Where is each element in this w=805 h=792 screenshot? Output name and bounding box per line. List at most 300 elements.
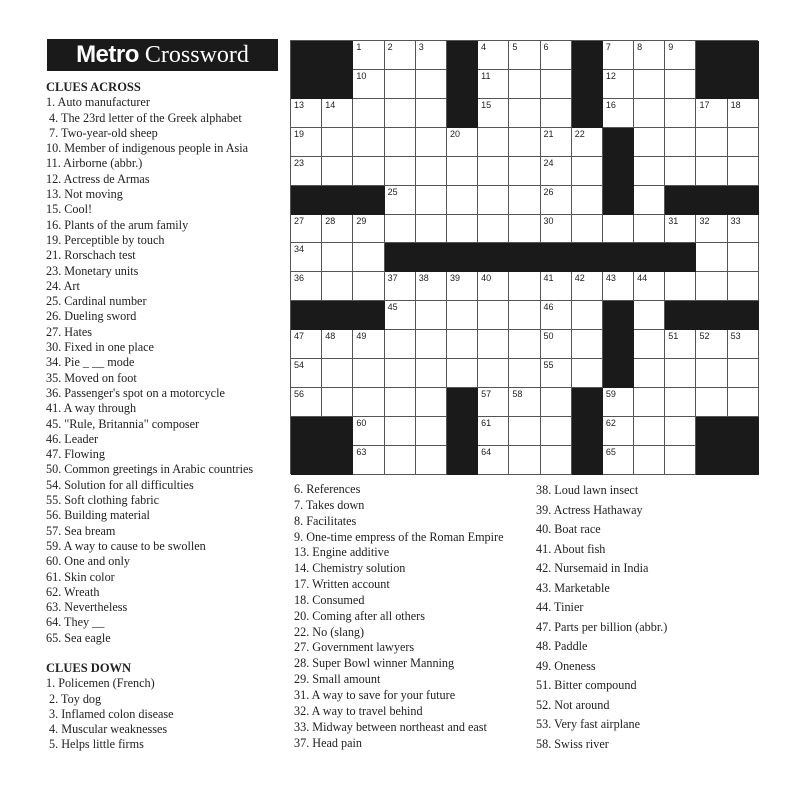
grid-cell[interactable] xyxy=(322,243,353,272)
grid-cell[interactable] xyxy=(665,359,696,388)
grid-cell[interactable] xyxy=(634,215,665,244)
grid-cell[interactable] xyxy=(478,215,509,244)
down-clue-4: 42. Nursemaid in India xyxy=(536,561,649,575)
grid-cell[interactable] xyxy=(634,359,665,388)
across-clue-19: 36. Passenger's spot on a motorcycle xyxy=(46,385,225,400)
black-square xyxy=(728,186,759,215)
grid-cell[interactable] xyxy=(385,186,416,215)
grid-cell[interactable] xyxy=(385,99,416,128)
down-clue-list-part-1 xyxy=(46,676,286,752)
cell-number: 32 xyxy=(699,215,710,226)
across-clue-30: 60. One and only xyxy=(46,554,130,569)
grid-cell[interactable] xyxy=(416,157,447,186)
grid-cell[interactable] xyxy=(728,388,759,417)
black-square xyxy=(322,301,353,330)
down-clue-15: 33. Midway between northeast and east xyxy=(294,719,487,734)
grid-cell[interactable] xyxy=(728,99,759,128)
black-square xyxy=(322,186,353,215)
black-square xyxy=(416,243,447,272)
down-heading: CLUES DOWN xyxy=(46,660,132,675)
grid-cell[interactable] xyxy=(541,70,572,99)
cell-number: 22 xyxy=(574,128,585,139)
across-clue-list xyxy=(46,95,286,646)
grid-cell[interactable] xyxy=(603,41,634,70)
black-square xyxy=(728,41,759,70)
cell-number: 25 xyxy=(387,186,398,197)
grid-cell[interactable] xyxy=(665,446,696,475)
grid-cell[interactable] xyxy=(322,157,353,186)
down-clue-2: 40. Boat race xyxy=(536,522,601,536)
down-clue-12: 29. Small amount xyxy=(294,672,381,687)
grid-cell[interactable] xyxy=(696,215,727,244)
grid-cell[interactable] xyxy=(572,215,603,244)
grid-cell[interactable] xyxy=(541,417,572,446)
grid-cell[interactable] xyxy=(634,186,665,215)
grid-cell[interactable] xyxy=(447,330,478,359)
across-clue-31: 61. Skin color xyxy=(46,569,115,584)
grid-cell[interactable] xyxy=(322,215,353,244)
black-square xyxy=(572,388,603,417)
down-clue-1: 39. Actress Hathaway xyxy=(536,502,643,517)
grid-cell[interactable] xyxy=(478,99,509,128)
grid-cell[interactable] xyxy=(447,186,478,215)
down-clue-13: 31. A way to save for your future xyxy=(294,687,456,702)
grid-cell[interactable] xyxy=(665,41,696,70)
grid-cell[interactable] xyxy=(603,417,634,446)
grid-cell[interactable] xyxy=(447,215,478,244)
grid-cell[interactable] xyxy=(478,70,509,99)
cell-number: 8 xyxy=(637,42,643,52)
down-clue-13: 58. Swiss river xyxy=(536,736,609,751)
black-square xyxy=(665,301,696,330)
grid-cell[interactable] xyxy=(603,272,634,301)
black-square xyxy=(291,301,322,330)
grid-cell[interactable] xyxy=(322,128,353,157)
cell-number: 9 xyxy=(668,42,674,52)
grid-cell[interactable] xyxy=(509,446,540,475)
cell-number: 20 xyxy=(449,128,460,139)
grid-cell[interactable] xyxy=(665,128,696,157)
grid-cell[interactable] xyxy=(291,359,322,388)
black-square xyxy=(728,301,759,330)
grid-cell[interactable] xyxy=(665,388,696,417)
grid-cell[interactable] xyxy=(416,186,447,215)
black-square xyxy=(603,330,634,359)
black-square xyxy=(696,301,727,330)
down-clue-list-part-3 xyxy=(536,481,766,754)
cell-number: 28 xyxy=(325,215,336,226)
black-square xyxy=(696,446,727,475)
grid-cell[interactable] xyxy=(634,99,665,128)
grid-cell[interactable] xyxy=(541,388,572,417)
grid-cell[interactable] xyxy=(322,359,353,388)
cell-number: 50 xyxy=(543,331,554,342)
grid-cell[interactable] xyxy=(603,215,634,244)
across-clue-28: 57. Sea bream xyxy=(46,523,116,538)
cell-number: 40 xyxy=(481,273,492,284)
grid-cell[interactable] xyxy=(416,70,447,99)
grid-cell[interactable] xyxy=(634,272,665,301)
cell-number: 27 xyxy=(294,215,305,226)
grid-cell[interactable] xyxy=(541,359,572,388)
black-square xyxy=(353,186,384,215)
across-clue-18: 35. Moved on foot xyxy=(46,370,137,385)
cell-number: 3 xyxy=(418,42,424,52)
clues-column-left xyxy=(46,80,286,753)
black-square xyxy=(696,417,727,446)
cell-number: 46 xyxy=(543,302,554,313)
across-clue-16: 30. Fixed in one place xyxy=(46,340,154,355)
grid-cell[interactable] xyxy=(447,301,478,330)
grid-cell[interactable] xyxy=(478,157,509,186)
grid-cell[interactable] xyxy=(291,388,322,417)
grid-cell[interactable] xyxy=(478,359,509,388)
across-clue-34: 64. They __ xyxy=(46,615,105,630)
grid-cell[interactable] xyxy=(634,446,665,475)
grid-cell[interactable] xyxy=(665,70,696,99)
down-clue-7: 18. Consumed xyxy=(294,592,365,607)
grid-cell[interactable] xyxy=(603,388,634,417)
grid-cell[interactable] xyxy=(541,99,572,128)
across-heading: CLUES ACROSS xyxy=(46,80,141,94)
grid-cell[interactable] xyxy=(603,446,634,475)
grid-cell[interactable] xyxy=(665,99,696,128)
grid-cell[interactable] xyxy=(416,99,447,128)
grid-cell[interactable] xyxy=(634,41,665,70)
grid-cell[interactable] xyxy=(696,388,727,417)
cell-number: 41 xyxy=(543,273,554,284)
title-crossword: Crossword xyxy=(144,41,249,68)
grid-cell[interactable] xyxy=(353,330,384,359)
grid-cell[interactable] xyxy=(385,70,416,99)
down-clue-10: 51. Bitter compound xyxy=(536,678,637,692)
grid-cell[interactable] xyxy=(385,272,416,301)
grid-cell[interactable] xyxy=(696,272,727,301)
down-clue-3: 9. One-time empress of the Roman Empire xyxy=(294,529,504,544)
grid-cell[interactable] xyxy=(353,70,384,99)
cell-number: 16 xyxy=(605,99,616,110)
black-square xyxy=(572,243,603,272)
cell-number: 10 xyxy=(356,70,367,81)
grid-cell[interactable] xyxy=(353,243,384,272)
cell-number: 5 xyxy=(512,42,518,52)
cell-number: 13 xyxy=(294,99,305,110)
cell-number: 49 xyxy=(356,331,367,342)
grid-cell[interactable] xyxy=(447,128,478,157)
cell-number: 61 xyxy=(481,417,492,428)
grid-cell[interactable] xyxy=(696,243,727,272)
down-clue-list-part-2 xyxy=(294,482,534,751)
black-square xyxy=(572,99,603,128)
grid-cell[interactable] xyxy=(416,272,447,301)
black-square xyxy=(634,243,665,272)
grid-cell[interactable] xyxy=(291,330,322,359)
black-square xyxy=(728,446,759,475)
grid-cell[interactable] xyxy=(572,128,603,157)
across-clue-12: 24. Art xyxy=(46,278,80,293)
grid-cell[interactable] xyxy=(416,41,447,70)
down-clue-1: 2. Toy dog xyxy=(46,691,102,706)
grid-cell[interactable] xyxy=(291,99,322,128)
black-square xyxy=(603,359,634,388)
grid-cell[interactable] xyxy=(322,272,353,301)
black-square xyxy=(572,70,603,99)
grid-cell[interactable] xyxy=(728,128,759,157)
down-clue-2: 8. Facilitates xyxy=(294,513,357,528)
black-square xyxy=(447,70,478,99)
grid-cell[interactable] xyxy=(541,186,572,215)
grid-cell[interactable] xyxy=(634,301,665,330)
grid-cell[interactable] xyxy=(416,446,447,475)
grid-cell[interactable] xyxy=(665,215,696,244)
grid-cell[interactable] xyxy=(728,157,759,186)
cell-number: 60 xyxy=(356,417,367,428)
grid-cell[interactable] xyxy=(696,157,727,186)
cell-number: 44 xyxy=(637,273,648,284)
cell-number: 54 xyxy=(294,360,305,371)
across-clue-8: 16. Plants of the arum family xyxy=(46,217,189,232)
across-clue-2: 7. Two-year-old sheep xyxy=(46,125,158,140)
grid-cell[interactable] xyxy=(353,388,384,417)
down-clue-5: 43. Marketable xyxy=(536,580,610,595)
grid-cell[interactable] xyxy=(541,446,572,475)
grid-cell[interactable] xyxy=(385,128,416,157)
grid-cell[interactable] xyxy=(322,330,353,359)
grid-cell[interactable] xyxy=(572,359,603,388)
across-clue-23: 47. Flowing xyxy=(46,447,105,462)
down-clue-6: 44. Tinier xyxy=(536,600,584,614)
grid-cell[interactable] xyxy=(509,215,540,244)
grid-cell[interactable] xyxy=(447,157,478,186)
cell-number: 37 xyxy=(387,273,398,284)
grid-cell[interactable] xyxy=(696,99,727,128)
grid-cell[interactable] xyxy=(478,272,509,301)
grid-cell[interactable] xyxy=(728,215,759,244)
grid-cell[interactable] xyxy=(634,330,665,359)
grid-cell[interactable] xyxy=(696,330,727,359)
grid-cell[interactable] xyxy=(728,359,759,388)
grid-cell[interactable] xyxy=(353,446,384,475)
grid-cell[interactable] xyxy=(572,186,603,215)
grid-cell[interactable] xyxy=(509,388,540,417)
cell-number: 58 xyxy=(512,389,523,400)
cell-number: 7 xyxy=(605,42,611,52)
cell-number: 15 xyxy=(481,99,492,110)
grid-cell[interactable] xyxy=(291,157,322,186)
down-clue-10: 27. Government lawyers xyxy=(294,640,415,655)
cell-number: 11 xyxy=(481,70,491,81)
grid-cell[interactable] xyxy=(509,157,540,186)
black-square xyxy=(665,243,696,272)
grid-cell[interactable] xyxy=(322,388,353,417)
down-clue-6: 17. Written account xyxy=(294,577,390,592)
down-clue-3: 41. About fish xyxy=(536,541,606,556)
grid-cell[interactable] xyxy=(728,330,759,359)
grid-cell[interactable] xyxy=(728,243,759,272)
grid-cell[interactable] xyxy=(353,41,384,70)
grid-cell[interactable] xyxy=(603,70,634,99)
grid-cell[interactable] xyxy=(322,99,353,128)
down-clues-column-middle xyxy=(294,482,534,751)
cell-number: 29 xyxy=(356,215,367,226)
grid-cell[interactable] xyxy=(416,359,447,388)
grid-cell[interactable] xyxy=(385,301,416,330)
cell-number: 63 xyxy=(356,446,367,457)
cell-number: 19 xyxy=(294,128,305,139)
grid-cell[interactable] xyxy=(572,272,603,301)
black-square xyxy=(291,446,322,475)
black-square xyxy=(572,41,603,70)
grid-cell[interactable] xyxy=(291,243,322,272)
grid-cell[interactable] xyxy=(509,70,540,99)
grid-cell[interactable] xyxy=(634,70,665,99)
across-clue-20: 41. A way through xyxy=(46,401,137,416)
black-square xyxy=(291,186,322,215)
cell-number: 52 xyxy=(699,331,710,342)
grid-cell[interactable] xyxy=(416,301,447,330)
grid-cell[interactable] xyxy=(509,99,540,128)
grid-cell[interactable] xyxy=(385,330,416,359)
grid-cell[interactable] xyxy=(634,128,665,157)
grid-cell[interactable] xyxy=(478,388,509,417)
across-clue-13: 25. Cardinal number xyxy=(46,294,147,309)
cell-number: 47 xyxy=(294,331,305,342)
down-clue-4: 13. Engine additive xyxy=(294,545,390,560)
grid-cell[interactable] xyxy=(416,388,447,417)
black-square xyxy=(447,243,478,272)
grid-cell[interactable] xyxy=(509,128,540,157)
grid-cell[interactable] xyxy=(478,128,509,157)
grid-cell[interactable] xyxy=(416,417,447,446)
grid-cell[interactable] xyxy=(541,301,572,330)
cell-number: 1 xyxy=(356,42,362,52)
black-square xyxy=(353,301,384,330)
grid-cell[interactable] xyxy=(728,272,759,301)
grid-cell[interactable] xyxy=(416,128,447,157)
across-clue-10: 21. Rorschach test xyxy=(46,248,136,263)
grid-cell[interactable] xyxy=(353,417,384,446)
cell-number: 33 xyxy=(730,215,741,226)
grid-cell[interactable] xyxy=(665,330,696,359)
grid-cell[interactable] xyxy=(291,128,322,157)
cell-number: 18 xyxy=(730,99,741,110)
black-square xyxy=(603,186,634,215)
grid-cell[interactable] xyxy=(696,359,727,388)
cell-number: 14 xyxy=(325,99,336,110)
grid-cell[interactable] xyxy=(385,388,416,417)
black-square xyxy=(291,417,322,446)
grid-cell[interactable] xyxy=(541,128,572,157)
grid-cell[interactable] xyxy=(665,272,696,301)
grid-cell[interactable] xyxy=(509,359,540,388)
across-clue-33: 63. Nevertheless xyxy=(46,600,128,615)
across-clue-4: 11. Airborne (abbr.) xyxy=(46,156,143,171)
across-clue-11: 23. Monetary units xyxy=(46,263,139,278)
grid-cell[interactable] xyxy=(385,446,416,475)
grid-cell[interactable] xyxy=(572,157,603,186)
grid-cell[interactable] xyxy=(291,272,322,301)
across-clue-24: 50. Common greetings in Arabic countries xyxy=(46,462,254,477)
grid-cell[interactable] xyxy=(509,330,540,359)
grid-cell[interactable] xyxy=(353,128,384,157)
across-clue-26: 55. Soft clothing fabric xyxy=(46,493,160,508)
cell-number: 59 xyxy=(605,389,616,400)
grid-cell[interactable] xyxy=(478,301,509,330)
down-clue-14: 32. A way to travel behind xyxy=(294,703,423,718)
grid-cell[interactable] xyxy=(353,272,384,301)
grid-cell[interactable] xyxy=(603,99,634,128)
grid-cell[interactable] xyxy=(665,417,696,446)
grid-cell[interactable] xyxy=(541,215,572,244)
grid-cell[interactable] xyxy=(416,215,447,244)
grid-cell[interactable] xyxy=(478,41,509,70)
grid-cell[interactable] xyxy=(572,301,603,330)
grid-cell[interactable] xyxy=(385,215,416,244)
grid-cell[interactable] xyxy=(291,215,322,244)
black-square xyxy=(509,243,540,272)
cell-number: 51 xyxy=(668,331,679,342)
down-clue-8: 20. Coming after all others xyxy=(294,608,425,623)
grid-cell[interactable] xyxy=(509,41,540,70)
grid-cell[interactable] xyxy=(634,157,665,186)
cell-number: 42 xyxy=(574,273,585,284)
cell-number: 57 xyxy=(481,389,492,400)
grid-cell[interactable] xyxy=(541,41,572,70)
grid-cell[interactable] xyxy=(541,330,572,359)
grid-cell[interactable] xyxy=(385,41,416,70)
grid-cell[interactable] xyxy=(541,272,572,301)
cell-number: 2 xyxy=(387,42,393,52)
grid-cell[interactable] xyxy=(416,330,447,359)
grid-cell[interactable] xyxy=(385,417,416,446)
grid-cell[interactable] xyxy=(385,359,416,388)
cell-number: 65 xyxy=(605,446,616,457)
grid-cell[interactable] xyxy=(353,215,384,244)
grid-cell[interactable] xyxy=(634,388,665,417)
grid-cell[interactable] xyxy=(572,330,603,359)
grid-cell[interactable] xyxy=(478,186,509,215)
black-square xyxy=(603,128,634,157)
black-square xyxy=(447,41,478,70)
across-clue-7: 15. Cool! xyxy=(46,202,93,217)
grid-cell[interactable] xyxy=(385,157,416,186)
grid-cell[interactable] xyxy=(447,359,478,388)
black-square xyxy=(603,157,634,186)
grid-cell[interactable] xyxy=(353,99,384,128)
across-clue-27: 56. Building material xyxy=(46,508,150,523)
cell-number: 21 xyxy=(543,128,554,139)
grid-cell[interactable] xyxy=(541,157,572,186)
cell-number: 56 xyxy=(294,389,305,400)
grid-cell[interactable] xyxy=(509,417,540,446)
grid-cell[interactable] xyxy=(665,157,696,186)
grid-cell[interactable] xyxy=(478,446,509,475)
grid-cell[interactable] xyxy=(509,272,540,301)
grid-cell[interactable] xyxy=(353,359,384,388)
grid-cell[interactable] xyxy=(478,330,509,359)
grid-cell[interactable] xyxy=(509,186,540,215)
grid-cell[interactable] xyxy=(478,417,509,446)
grid-cell[interactable] xyxy=(447,272,478,301)
across-clue-32: 62. Wreath xyxy=(46,584,100,599)
grid-cell[interactable] xyxy=(696,128,727,157)
grid-cell[interactable] xyxy=(634,417,665,446)
grid-cell[interactable] xyxy=(509,301,540,330)
grid-cell[interactable] xyxy=(353,157,384,186)
black-square xyxy=(728,417,759,446)
cell-number: 17 xyxy=(699,99,710,110)
black-square xyxy=(291,41,322,70)
